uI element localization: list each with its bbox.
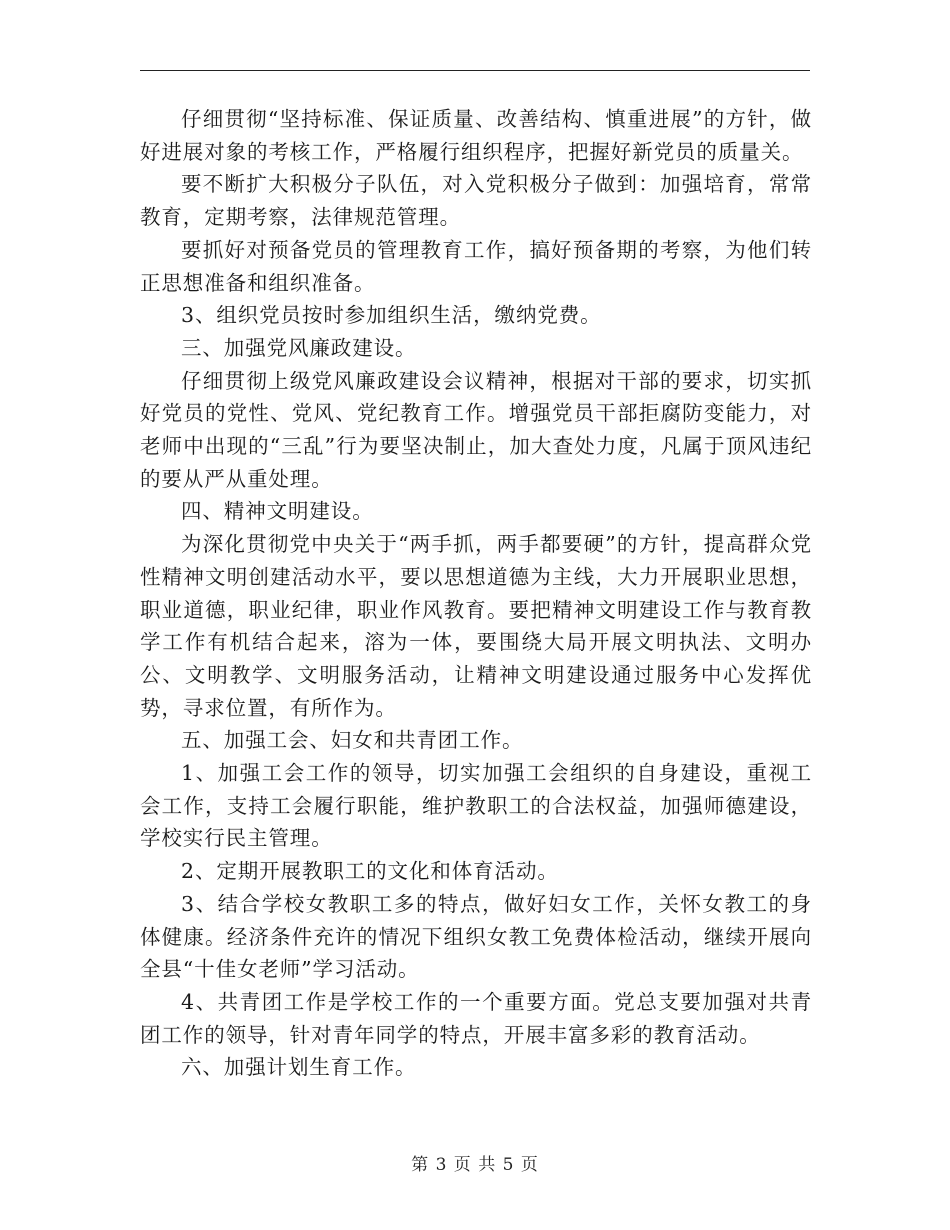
paragraph: 2、定期开展教职工的文化和体育活动。 [181, 859, 559, 884]
paragraph: 仔细贯彻“坚持标准、保证质量、改善结构、慎重进展”的方针，做好进展对象的考核工作，严格履行组织程序，把握好新党员的质量关。 [140, 107, 812, 164]
page-number: 第 3 页 共 5 页 [411, 1155, 539, 1175]
paragraph: 要不断扩大积极分子队伍，对入党积极分子做到：加强培育，常常教育，定期考察，法律规范管理。 [140, 172, 812, 230]
document-body [140, 103, 812, 1084]
paragraph: 4、共青团工作是学校工作的一个重要方面。党总支要加强对共青团工作的领导，针对青年同学的特点，开展丰富多彩的教育活动。 [140, 989, 812, 1047]
paragraph: 为深化贯彻党中央关于“两手抓，两手都要硬”的方针，提高群众党性精神文明创建活动水平，要以思想道德为主线，大力开展职业思想，职业道德，职业纪律，职业作风教育。要把精神文明建设工作与教育教学工作有机结合起来，溶为一体，要围绕大局开展文明执法、文明办公、文明教学、文明服务活动，让精神文明建设通过服务中心发挥优势，寻求位置，有所作为。 [140, 532, 812, 720]
paragraph: 仔细贯彻上级党风廉政建设会议精神，根据对干部的要求，切实抓好党员的党性、党风、党纪教育工作。增强党员干部拒腐防变能力，对老师中出现的“三乱”行为要坚决制止，加大查处力度，凡属于顶风违纪的要从严从重处理。 [140, 368, 812, 491]
section-heading: 四、精神文明建设。 [181, 499, 374, 524]
header-rule [140, 70, 810, 71]
paragraph: 3、结合学校女教职工多的特点，做好妇女工作，关怀女教工的身体健康。经济条件充许的情况下组织女教工免费体检活动，继续开展向全县“十佳女老师”学习活动。 [140, 891, 812, 982]
paragraph: 1、加强工会工作的领导，切实加强工会组织的自身建设，重视工会工作，支持工会履行职能，维护教职工的合法权益，加强师德建设，学校实行民主管理。 [140, 761, 812, 851]
section-heading: 五、加强工会、妇女和共青团工作。 [181, 728, 524, 753]
paragraph: 要抓好对预备党员的管理教育工作，搞好预备期的考察，为他们转正思想准备和组织准备。 [140, 237, 812, 295]
section-heading: 六、加强计划生育工作。 [181, 1055, 417, 1080]
section-heading: 三、加强党风廉政建设。 [181, 335, 417, 360]
paragraph: 3、组织党员按时参加组织生活，缴纳党费。 [181, 303, 602, 328]
